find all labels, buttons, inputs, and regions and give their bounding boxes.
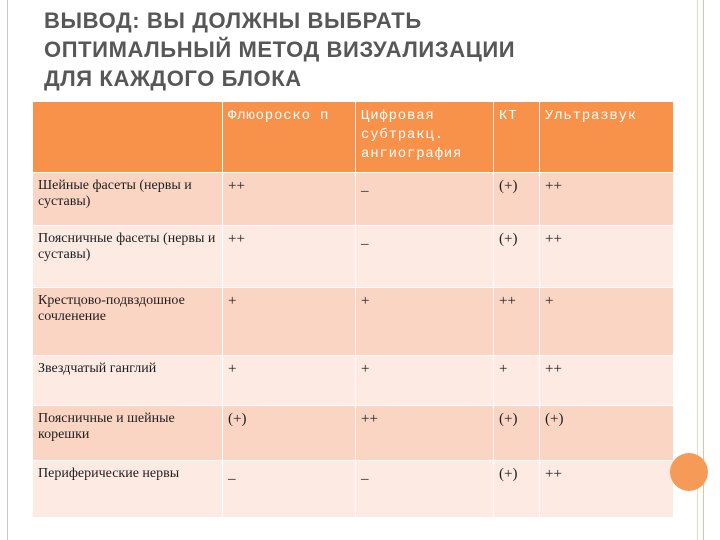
decorative-circle [670,453,708,491]
comparison-table [32,101,674,518]
table-header-row [33,102,674,173]
cell-dsa: _ [356,226,494,288]
cell-dsa: _ [356,173,494,226]
row-label: Звездчатый ганглий [33,356,223,406]
table-row [33,288,674,356]
row-label: Поясничные фасеты (нервы и суставы) [33,226,223,288]
header-ultrasound: Ультразвук [540,102,674,173]
cell-fluoroscopy: + [223,356,356,406]
table-row [33,356,674,406]
header-ct: КТ [494,102,540,173]
row-label: Периферические нервы [33,461,223,518]
cell-fluoroscopy: + [223,288,356,356]
cell-ct: ++ [494,288,540,356]
cell-ct: (+) [494,226,540,288]
table-row [33,406,674,461]
cell-ct: + [494,356,540,406]
header-fluoroscopy: Флюороско п [223,102,356,173]
row-label: Шейные фасеты (нервы и суставы) [33,173,223,226]
cell-fluoroscopy: (+) [223,406,356,461]
left-border-line [7,0,8,540]
cell-fluoroscopy: _ [223,461,356,518]
slide-title-line-1: ВЫВОД: ВЫ ДОЛЖНЫ ВЫБРАТЬ [44,8,422,33]
cell-ultrasound: ++ [540,356,674,406]
cell-ultrasound: + [540,288,674,356]
cell-dsa: + [356,288,494,356]
cell-ct: (+) [494,173,540,226]
slide-title-line-2: ОПТИМАЛЬНЫЙ МЕТОД ВИЗУАЛИЗАЦИИ [44,37,516,62]
cell-dsa: + [356,356,494,406]
table-row [33,173,674,226]
cell-ultrasound: (+) [540,406,674,461]
cell-ultrasound: ++ [540,226,674,288]
cell-fluoroscopy: ++ [223,173,356,226]
row-label: Поясничные и шейные корешки [33,406,223,461]
header-empty-cell [33,102,223,173]
header-dsa: Цифровая субтракц. ангиография [356,102,494,173]
cell-dsa: _ [356,461,494,518]
row-label: Крестцово-подвздошное сочленение [33,288,223,356]
cell-ct: (+) [494,406,540,461]
slide-title [44,6,684,93]
cell-ct: (+) [494,461,540,518]
cell-ultrasound: ++ [540,461,674,518]
cell-ultrasound: ++ [540,173,674,226]
cell-dsa: ++ [356,406,494,461]
table-row [33,226,674,288]
table-row [33,461,674,518]
cell-fluoroscopy: ++ [223,226,356,288]
slide-title-line-3: ДЛЯ КАЖДОГО БЛОКА [44,66,302,91]
